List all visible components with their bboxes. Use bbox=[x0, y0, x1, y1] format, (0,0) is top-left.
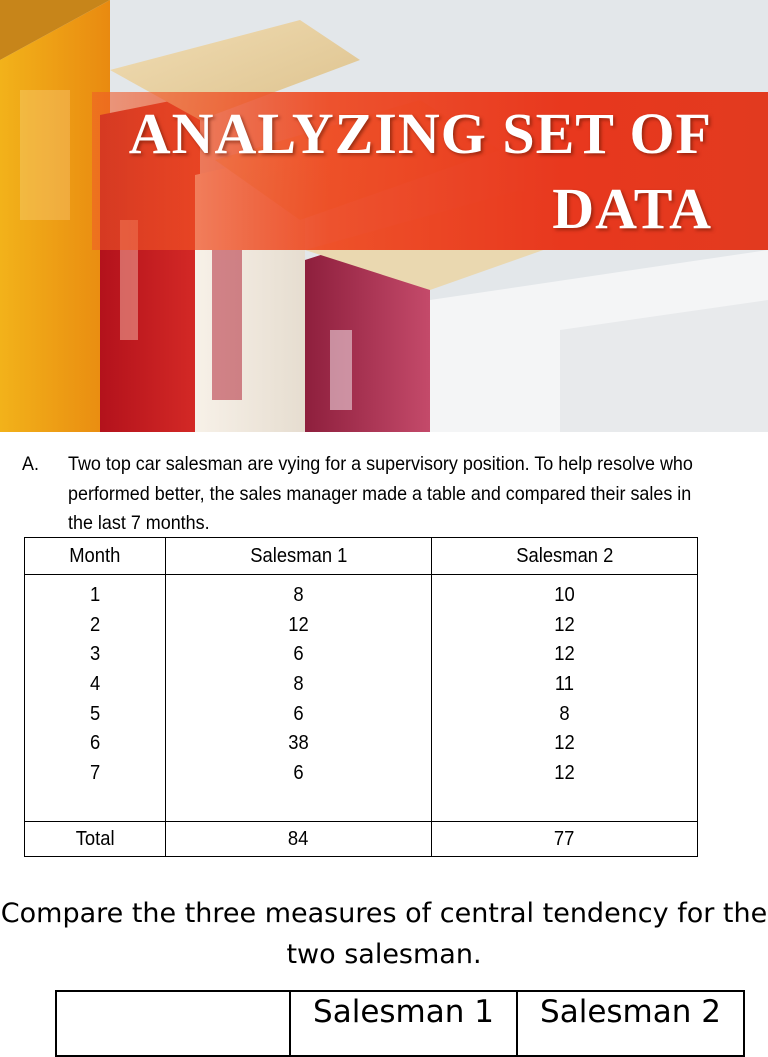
table-cell: 2 bbox=[89, 613, 101, 636]
table-cell: 12 bbox=[554, 643, 575, 666]
table-cell: 6 bbox=[89, 732, 101, 755]
list-marker: A. bbox=[22, 453, 39, 475]
table-cell: 8 bbox=[293, 673, 304, 696]
table-cell: 4 bbox=[89, 673, 101, 696]
table-cell: 12 bbox=[554, 762, 575, 785]
compare-instruction: Compare the three measures of central tendency for the two salesman. bbox=[0, 898, 768, 970]
table-cell: 6 bbox=[293, 702, 304, 725]
table-cell: 6 bbox=[293, 643, 304, 666]
table-cell: 6 bbox=[293, 762, 304, 785]
column-header-salesman-2: Salesman 2 bbox=[517, 991, 744, 1056]
table-body-row bbox=[25, 575, 698, 822]
table-cell: 12 bbox=[288, 613, 309, 636]
table-cell: 10 bbox=[554, 584, 575, 606]
month-values bbox=[25, 575, 166, 822]
slide-title-line-2: DATA bbox=[552, 176, 712, 241]
total-salesman-2: 77 bbox=[432, 822, 698, 857]
table-cell: 38 bbox=[288, 732, 309, 755]
total-salesman-1: 84 bbox=[166, 822, 432, 857]
sales-table bbox=[24, 537, 698, 857]
table-cell: 8 bbox=[559, 702, 570, 725]
table-cell: 8 bbox=[293, 584, 304, 606]
column-header-salesman-1: Salesman 1 bbox=[290, 991, 517, 1056]
table-cell: 11 bbox=[554, 673, 575, 696]
table-cell: 7 bbox=[89, 762, 101, 785]
table-total-row bbox=[25, 822, 698, 857]
table-cell: 3 bbox=[89, 643, 101, 666]
column-header-salesman-1: Salesman 1 bbox=[166, 538, 432, 575]
table-cell: 1 bbox=[89, 584, 101, 606]
problem-statement bbox=[22, 450, 693, 539]
slide-title-line-1: ANALYZING SET OF bbox=[128, 101, 712, 166]
table-cell: 12 bbox=[554, 613, 575, 636]
table-cell: 12 bbox=[554, 732, 575, 755]
column-header-salesman-2: Salesman 2 bbox=[432, 538, 698, 575]
problem-text: Two top car salesman are vying for a supervisory position. To help resolve who performed better, the sales manager made a table and compared their sales in the last 7 months. bbox=[68, 453, 693, 534]
table-cell: 5 bbox=[89, 702, 101, 725]
table-header-row bbox=[25, 538, 698, 575]
column-header-month: Month bbox=[25, 538, 166, 575]
salesman-1-values bbox=[166, 575, 432, 822]
salesman-2-values bbox=[432, 575, 698, 822]
total-label: Total bbox=[25, 822, 166, 857]
